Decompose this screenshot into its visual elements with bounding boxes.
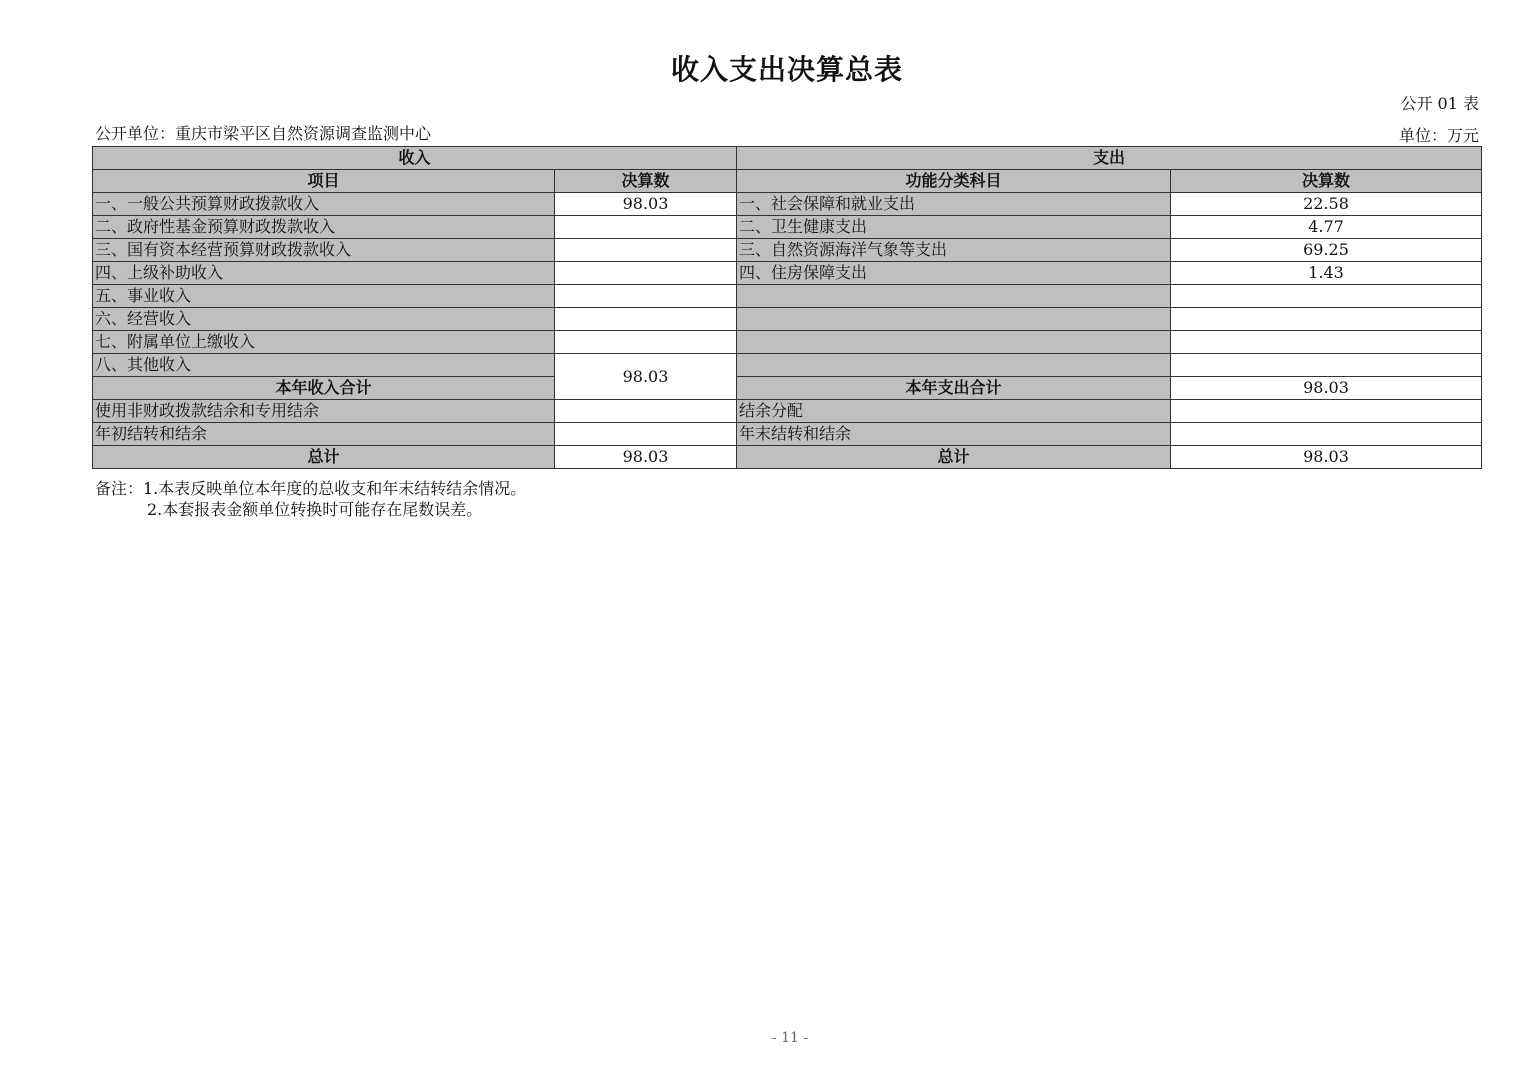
currency-unit: 单位：万元 (1398, 126, 1479, 145)
table-row (93, 354, 1482, 377)
item-header: 项目 (93, 170, 555, 193)
income-item: 五、事业收入 (93, 285, 555, 308)
income-item: 年初结转和结余 (93, 423, 555, 446)
income-item: 三、国有资本经营预算财政拨款收入 (93, 239, 555, 262)
section-header-row (93, 147, 1482, 170)
expense-amount (1171, 331, 1482, 354)
expense-amount: 4.77 (1171, 216, 1482, 239)
expense-amount: 1.43 (1171, 262, 1482, 285)
table-row (93, 285, 1482, 308)
table-row (93, 400, 1482, 423)
income-item: 使用非财政拨款结余和专用结余 (93, 400, 555, 423)
table-row (93, 239, 1482, 262)
income-item: 八、其他收入 (93, 354, 555, 377)
expense-amount: 22.58 (1171, 193, 1482, 216)
expense-amount: 69.25 (1171, 239, 1482, 262)
expense-item: 三、自然资源海洋气象等支出 (737, 239, 1171, 262)
income-amount (555, 262, 737, 285)
page-number: - 11 - (771, 1030, 809, 1046)
expense-amount (1171, 285, 1482, 308)
income-item: 七、附属单位上缴收入 (93, 331, 555, 354)
expense-item (737, 308, 1171, 331)
annual-total-row (93, 377, 1482, 400)
table-row (93, 193, 1482, 216)
expense-amount (1171, 400, 1482, 423)
expense-item (737, 354, 1171, 377)
notes (95, 478, 526, 520)
income-amount (555, 285, 737, 308)
table-row (93, 423, 1482, 446)
grand-total-expense-label: 总计 (737, 446, 1171, 469)
income-item: 一、一般公共预算财政拨款收入 (93, 193, 555, 216)
table-row (93, 216, 1482, 239)
expense-item: 一、社会保障和就业支出 (737, 193, 1171, 216)
income-item: 四、上级补助收入 (93, 262, 555, 285)
expense-amount-header: 决算数 (1171, 170, 1482, 193)
expense-amount (1171, 423, 1482, 446)
income-amount (555, 239, 737, 262)
grand-total-income-label: 总计 (93, 446, 555, 469)
expense-item: 年末结转和结余 (737, 423, 1171, 446)
income-amount: 98.03 (555, 193, 737, 216)
annual-expense-total-label: 本年支出合计 (737, 377, 1171, 400)
income-header: 收入 (93, 147, 737, 170)
expense-item: 结余分配 (737, 400, 1171, 423)
table-row (93, 331, 1482, 354)
page-title: 收入支出决算总表 (670, 53, 903, 86)
grand-total-expense-amount: 98.03 (1171, 446, 1482, 469)
income-amount (555, 216, 737, 239)
income-item: 六、经营收入 (93, 308, 555, 331)
expense-item (737, 331, 1171, 354)
income-amount (555, 331, 737, 354)
grand-total-row (93, 446, 1482, 469)
function-category-header: 功能分类科目 (737, 170, 1171, 193)
expense-header: 支出 (737, 147, 1482, 170)
annual-expense-total-amount: 98.03 (1171, 377, 1482, 400)
expense-item: 二、卫生健康支出 (737, 216, 1171, 239)
expense-amount (1171, 308, 1482, 331)
income-amount (555, 308, 737, 331)
grand-total-income-amount: 98.03 (555, 446, 737, 469)
note-line: 备注：1.本表反映单位本年度的总收支和年末结转结余情况。 (95, 479, 527, 498)
income-item: 二、政府性基金预算财政拨款收入 (93, 216, 555, 239)
income-expense-table (92, 146, 1482, 469)
income-amount (555, 400, 737, 423)
income-amount (555, 423, 737, 446)
table-row (93, 262, 1482, 285)
expense-item: 四、住房保障支出 (737, 262, 1171, 285)
table-number: 公开 01 表 (1400, 94, 1479, 113)
reporting-unit: 公开单位：重庆市梁平区自然资源调查监测中心 (95, 124, 432, 143)
column-header-row (93, 170, 1482, 193)
annual-income-total-label: 本年收入合计 (93, 377, 555, 400)
expense-amount (1171, 354, 1482, 377)
income-amount-header: 决算数 (555, 170, 737, 193)
note-line: 2.本套报表金额单位转换时可能存在尾数误差。 (147, 500, 483, 519)
expense-item (737, 285, 1171, 308)
annual-income-total-amount: 98.03 (555, 354, 737, 400)
table-row (93, 308, 1482, 331)
